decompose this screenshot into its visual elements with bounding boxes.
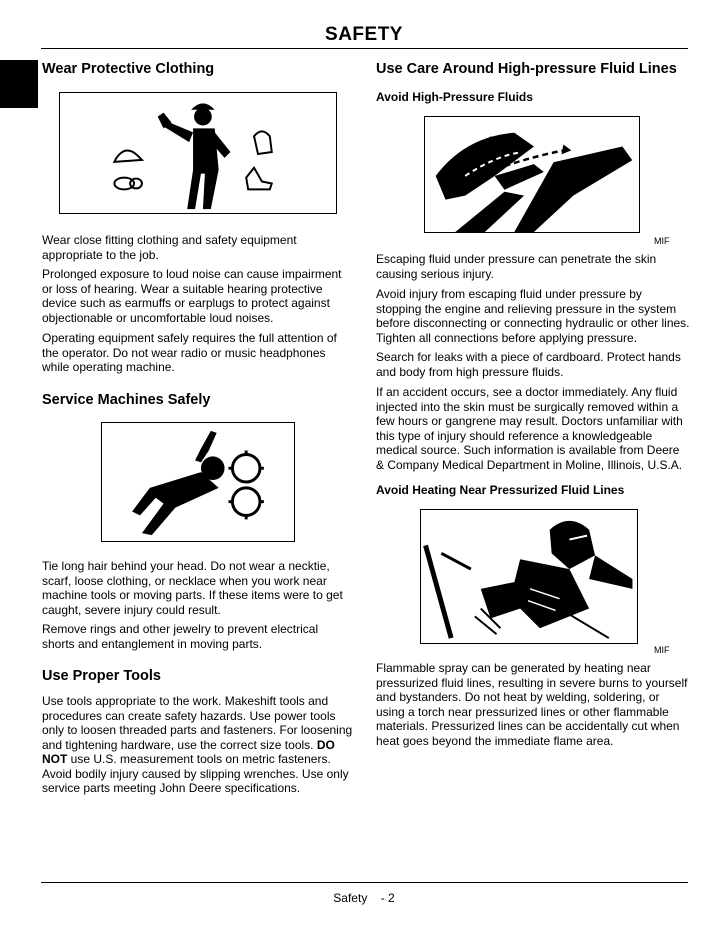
entanglement-illustration <box>102 423 294 541</box>
service-paragraph-1: Tie long hair behind your head. Do not wear a necktie, scarf, loose clothing, or necklace when you work near machine tools or moving parts. If these items were to get caught, severe injury could result. <box>42 559 343 617</box>
page-title: SAFETY <box>325 24 403 45</box>
heading-service-machines: Service Machines Safely <box>42 392 211 408</box>
subheading-avoid-high-pressure: Avoid High-Pressure Fluids <box>376 90 533 104</box>
tools-text-b: use U.S. measurement tools on metric fasteners. Avoid bodily injury caused by slipping wrenches. Use only service parts meeting John Deere specifications. <box>42 752 349 795</box>
fluid-paragraph-3: Search for leaks with a piece of cardboard. Protect hands and body from high pressure fluids. <box>376 350 681 379</box>
figure-heating-lines <box>420 509 638 644</box>
subheading-avoid-heating: Avoid Heating Near Pressurized Fluid Lines <box>376 483 625 497</box>
heading-high-pressure-lines: Use Care Around High-pressure Fluid Lines <box>376 61 677 77</box>
fluid-paragraph-2: Avoid injury from escaping fluid under pressure by stopping the engine and relieving pressure in the system before disconnecting or connecting hydraulic or other lines. Tighten all connections before applying pressure. <box>376 287 690 345</box>
protective-paragraph-2: Prolonged exposure to loud noise can cause impairment or loss of hearing. Wear a suitable hearing protective device such as earmuffs or earplugs to protect against objectionable or uncomfortable loud noises. <box>42 267 342 325</box>
figure-code-1: MIF <box>654 236 670 246</box>
figure-high-pressure-fluid <box>424 116 640 233</box>
page-footer <box>0 891 728 905</box>
high-pressure-fluid-illustration <box>425 117 639 232</box>
service-paragraph-2: Remove rings and other jewelry to prevent electrical shorts and entanglement in moving parts. <box>42 622 319 651</box>
figure-protective-clothing <box>59 92 337 214</box>
figure-service-machines <box>101 422 295 542</box>
header-rule <box>41 48 688 49</box>
protective-paragraph-3: Operating equipment safely requires the full attention of the operator. Do not wear radio or music headphones while operating machine. <box>42 331 337 374</box>
heading-proper-tools: Use Proper Tools <box>42 668 161 684</box>
heating-paragraph-1: Flammable spray can be generated by heating near pressurized fluid lines, resulting in severe burns to yourself and bystanders. Do not heat by welding, soldering, or using a torch near pressurized lines or other flammable materials. Pressurized lines can be accidentally cut when heat goes beyond the immediate flame area. <box>376 661 688 748</box>
tools-text-a: Use tools appropriate to the work. Makeshift tools and procedures can create safety hazards. Use power tools only to loosen threaded parts and fasteners. For loosening and tightening hardware, use the correct size tools. <box>42 694 353 752</box>
tools-text-bold: DO NOT <box>42 737 335 766</box>
protective-paragraph-1: Wear close fitting clothing and safety equipment appropriate to the job. <box>42 233 297 262</box>
footer-section: Safety <box>333 891 368 905</box>
footer-rule <box>41 882 688 883</box>
section-edge-tab <box>0 60 38 108</box>
footer-page-number: - 2 <box>380 891 395 905</box>
heading-protective-clothing: Wear Protective Clothing <box>42 61 215 77</box>
figure-code-2: MIF <box>654 645 670 655</box>
fluid-paragraph-1: Escaping fluid under pressure can penetrate the skin causing serious injury. <box>376 252 657 281</box>
tools-paragraph-1 <box>42 694 354 796</box>
heating-lines-illustration <box>421 510 637 643</box>
fluid-paragraph-4: If an accident occurs, see a doctor immediately. Any fluid injected into the skin must be surgically removed within a few hours or gangrene may result. Doctors unfamiliar with this type of injury should reference a knowledgeable medical source. Such information is available from Deere & Company Medical Department in Moline, Illinois, U.S.A. <box>376 385 683 472</box>
protective-clothing-illustration <box>60 93 336 213</box>
